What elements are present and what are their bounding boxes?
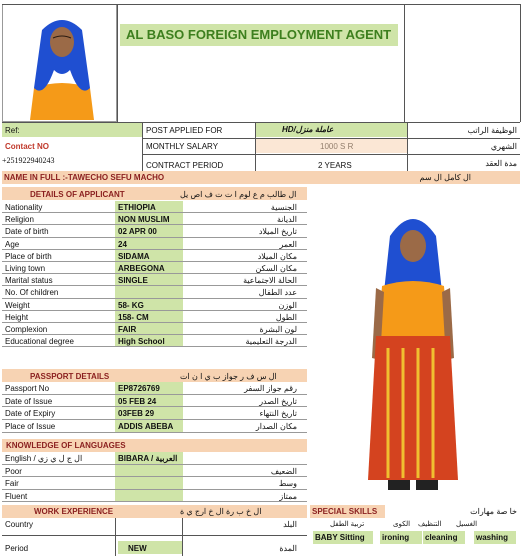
row-label: Marital status [5, 276, 53, 286]
value-cell [115, 490, 183, 502]
skills-title-ar: خا صة مهارات [470, 507, 517, 516]
row-value: 24 [118, 239, 127, 249]
row-label: Date of Expiry [5, 409, 56, 419]
skill-ar-label: الغسيل [456, 521, 478, 528]
row-label: Fluent [5, 491, 28, 501]
contract-label: CONTRACT PERIOD [146, 161, 224, 170]
work-title-ar: ال خ ب رة ال خ ارج ي ة [180, 507, 262, 516]
skill-ar-label: التنظيف [418, 521, 442, 528]
full-name-ar: ال كامل ال سم [419, 173, 471, 182]
row-label-ar: رقم جواز السفر [244, 384, 297, 393]
value-cell [115, 465, 183, 477]
row-label: Passport No [5, 384, 50, 393]
country-ar: البلد [283, 520, 297, 529]
row-value: FAIR [118, 325, 137, 334]
skills-title: SPECIAL SKILLS [312, 507, 378, 516]
phone-number: +251922940243 [2, 156, 55, 165]
row-value: 58- KG [118, 300, 144, 310]
period-ar: المدة [279, 544, 297, 553]
row-label: Height [5, 312, 29, 322]
post-ar: الوظيفة الراتب [467, 126, 517, 135]
full-name: NAME IN FULL :-TAWECHO SEFU MACHO [4, 173, 165, 182]
row-label: Age [5, 239, 20, 249]
row-label-ar: ممتاز [279, 491, 297, 501]
row-label-ar: وسط [278, 479, 297, 488]
headshot-photo [20, 8, 105, 120]
row-label-ar: الوزن [278, 300, 297, 310]
row-label-ar: عدد الطفال [258, 288, 297, 298]
row-label-ar: الديانة [276, 215, 297, 225]
row-label-ar: لون البشرة [259, 325, 297, 334]
passport-title-ar: ال س ف ر جواز ب ي ا ن ات [180, 372, 277, 381]
row-value: ETHIOPIA [118, 203, 156, 212]
country-label: Country [5, 520, 34, 529]
agency-name: AL BASO FOREIGN EMPLOYMENT AGENT [126, 27, 392, 42]
row-value: ADDIS ABEBA [118, 422, 174, 432]
row-label: Place of Issue [5, 422, 56, 432]
value-cell [115, 477, 183, 489]
row-label: English / ال ج ل ي زي [5, 454, 83, 463]
row-label: Fair [5, 479, 19, 488]
post-value: HD/عاملة منزل [282, 125, 334, 134]
skill-ar-label: الكوى [393, 521, 411, 528]
skill-item: washing [476, 533, 509, 542]
row-label: Place of birth [5, 251, 52, 261]
row-label: Poor [5, 466, 22, 476]
row-value: ARBEGONA [118, 264, 165, 273]
skill-item: BABY Sitting [315, 533, 365, 542]
row-value: 02 APR 00 [118, 227, 157, 237]
row-value: BIBARA / العربية [118, 454, 178, 463]
languages-title: KNOWLEDGE OF LANGUAGES [6, 441, 126, 450]
row-value: EP8726769 [118, 384, 160, 393]
row-label-ar: العمر [279, 239, 297, 249]
period-label: Period [5, 544, 29, 553]
value-cell [115, 286, 183, 297]
row-label: Religion [5, 215, 34, 225]
salary-label: MONTHLY SALARY [146, 142, 219, 151]
row-label-ar: الطول [275, 312, 297, 322]
row-label-ar: تاريخ الميلاد [258, 227, 297, 237]
row-label-ar: تاريخ النتهاء [259, 409, 297, 419]
row-label-ar: مكان السكن [255, 264, 297, 273]
work-title: WORK EXPERIENCE [34, 507, 114, 516]
row-value: High School [118, 337, 165, 347]
row-value: 158- CM [118, 312, 149, 322]
skill-item: ironing [382, 533, 410, 542]
row-label: Living town [5, 264, 46, 273]
passport-title: PASSPORT DETAILS [30, 372, 110, 381]
full-body-photo [318, 188, 518, 500]
details-title-ar: ال طالب م ع لوم ا ت ت ف اص يل [180, 190, 297, 199]
row-label-ar: الحالة الاجتماعية [243, 276, 297, 286]
skill-ar-label: تربية الطفل [330, 521, 365, 528]
contract-value: 2 YEARS [318, 161, 352, 170]
ref-label: Ref: [5, 126, 20, 135]
row-label-ar: تاريخ الصدر [259, 396, 297, 406]
row-label-ar: مكان الصدار [255, 422, 297, 432]
row-label: Complexion [5, 325, 48, 334]
row-label-ar: الدرجة التعليمية [245, 337, 297, 347]
row-label: Weight [5, 300, 30, 310]
row-label-ar: مكان الميلاد [257, 251, 297, 261]
row-label-ar: الضعيف [270, 466, 297, 476]
period-value: NEW [128, 544, 147, 553]
row-label: Educational degree [5, 337, 74, 347]
row-label-ar: الجنسية [270, 203, 297, 212]
row-label: Nationality [5, 203, 43, 212]
row-value: SINGLE [118, 276, 148, 286]
post-label: POST APPLIED FOR [146, 126, 223, 135]
row-value: SIDAMA [118, 251, 150, 261]
details-title: DETAILS OF APPLICANT [30, 190, 125, 199]
contact-label: Contact NO [5, 142, 49, 151]
row-value: 05 FEB 24 [118, 396, 157, 406]
row-label: Date of Issue [5, 396, 53, 406]
row-label: Date of birth [5, 227, 49, 237]
row-value: NON MUSLIM [118, 215, 170, 225]
skill-item: cleaning [425, 533, 458, 542]
row-value: 03FEB 29 [118, 409, 155, 419]
row-label: No. Of children [5, 288, 59, 298]
salary-ar: الشهري [490, 142, 517, 151]
contract-ar: مدة العقد [485, 159, 517, 168]
